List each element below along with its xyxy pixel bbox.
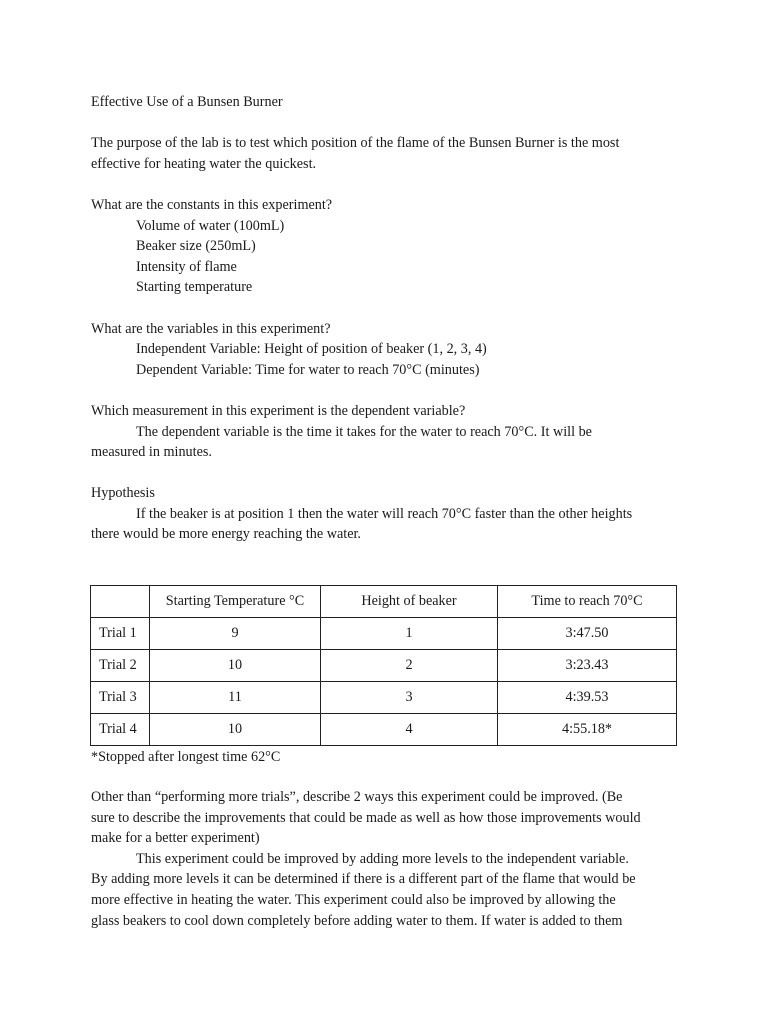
table-cell: 3:23.43: [498, 650, 677, 682]
constant-item: Intensity of flame: [136, 258, 237, 275]
independent-variable: Independent Variable: Height of position of beaker (1, 2, 3, 4): [136, 341, 487, 358]
improvements-answer-line-4: glass beakers to cool down completely before adding water to them. If water is added to them: [91, 912, 623, 929]
purpose-line-2: effective for heating water the quickest.: [91, 155, 317, 172]
table-cell: 3: [321, 682, 498, 714]
purpose-line-1: The purpose of the lab is to test which position of the flame of the Bunsen Burner is the most: [91, 135, 620, 152]
hypothesis-heading: Hypothesis: [91, 485, 155, 502]
measurement-question: Which measurement in this experiment is the dependent variable?: [91, 402, 466, 419]
table-cell: 9: [150, 618, 321, 650]
table-header-cell: Time to reach 70°C: [498, 586, 677, 618]
improvements-answer-line-2: By adding more levels it can be determined if there is a different part of the flame that would be: [91, 871, 636, 888]
table-footnote: *Stopped after longest time 62°C: [91, 749, 281, 765]
table-header-row: [91, 586, 677, 618]
measurement-answer-line-1: The dependent variable is the time it takes for the water to reach 70°C. It will be: [136, 423, 592, 440]
dependent-variable: Dependent Variable: Time for water to reach 70°C (minutes): [136, 361, 480, 378]
table-header-cell: [91, 586, 150, 618]
table-cell: 10: [150, 650, 321, 682]
table-cell: 11: [150, 682, 321, 714]
document-title: Effective Use of a Bunsen Burner: [91, 94, 283, 110]
table-cell: 4:55.18*: [498, 714, 677, 746]
results-table: [90, 585, 677, 746]
improvements-question-line-3: make for a better experiment): [91, 830, 260, 847]
table-cell: 2: [321, 650, 498, 682]
measurement-answer-line-2: measured in minutes.: [91, 444, 212, 461]
constant-item: Starting temperature: [136, 279, 253, 296]
improvements-answer-line-3: more effective in heating the water. This experiment could also be improved by allowing the: [91, 891, 616, 908]
hypothesis-line-1: If the beaker is at position 1 then the water will reach 70°C faster than the other heights: [136, 505, 633, 522]
table-row: [91, 618, 677, 650]
table-cell: Trial 2: [91, 650, 150, 682]
table-cell: 1: [321, 618, 498, 650]
table-cell: 4: [321, 714, 498, 746]
improvements-question-line-2: sure to describe the improvements that could be made as well as how those improvements would: [91, 809, 641, 826]
improvements-question-line-1: Other than “performing more trials”, describe 2 ways this experiment could be improved. (Be: [91, 789, 623, 805]
hypothesis-line-2: there would be more energy reaching the water.: [91, 526, 361, 543]
table-header-cell: Starting Temperature °C: [150, 586, 321, 618]
constants-question: What are the constants in this experiment?: [91, 196, 333, 213]
table-row: [91, 650, 677, 682]
variables-question: What are the variables in this experiment?: [91, 320, 331, 337]
table-cell: Trial 1: [91, 618, 150, 650]
improvements-section: [91, 787, 691, 931]
table-cell: Trial 4: [91, 714, 150, 746]
constant-item: Volume of water (100mL): [136, 217, 285, 234]
table-cell: 4:39.53: [498, 682, 677, 714]
table-cell: 10: [150, 714, 321, 746]
document-body: [91, 92, 691, 545]
table-row: [91, 714, 677, 746]
table-row: [91, 682, 677, 714]
table-cell: Trial 3: [91, 682, 150, 714]
table-cell: 3:47.50: [498, 618, 677, 650]
table-header-cell: Height of beaker: [321, 586, 498, 618]
improvements-answer-line-1: This experiment could be improved by adding more levels to the independent variable.: [136, 850, 629, 867]
constant-item: Beaker size (250mL): [136, 238, 256, 255]
